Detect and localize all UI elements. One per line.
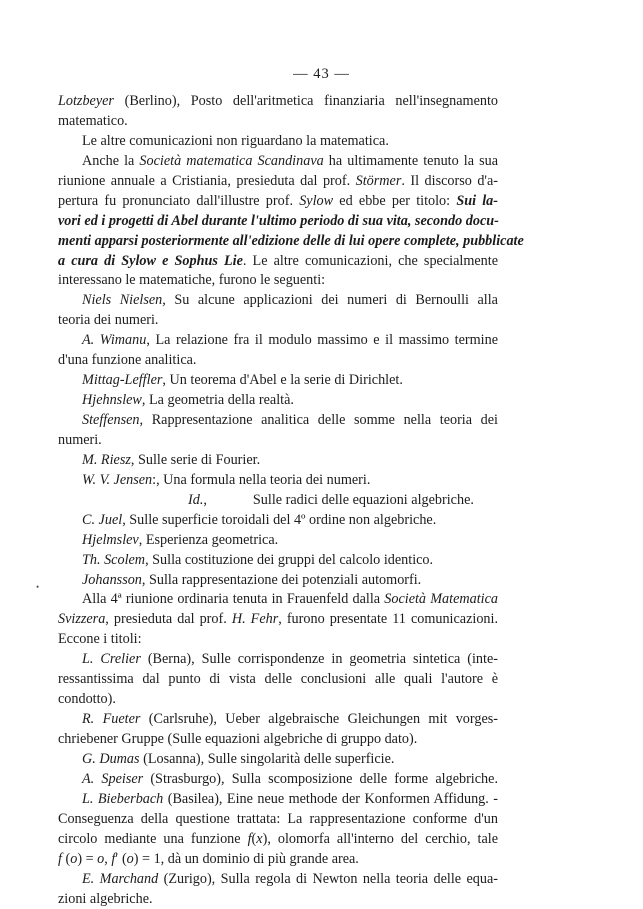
text-line: [58, 890, 498, 909]
italic-text: R. Fueter: [82, 711, 140, 727]
italic-text: C. Juel: [82, 512, 122, 528]
italic-text: Steffensen: [82, 412, 140, 428]
text-span: pertura fu pronunciato dall'illustre prof.: [58, 193, 299, 209]
text-span: matematico.: [58, 113, 128, 129]
text-span: ,: [104, 851, 111, 867]
italic-text: Johansson: [82, 572, 142, 588]
text-span: chriebener Gruppe (Sulle equazioni algebriche di gruppo dato).: [58, 731, 417, 747]
text-span: ) =: [77, 851, 97, 867]
text-span: , furono presentate 11 comunicazioni.: [278, 611, 498, 627]
text-line: [58, 371, 498, 391]
text-span: ed ebbe per titolo:: [333, 193, 456, 209]
text-line: [58, 252, 498, 272]
italic-text: Società Matematica: [384, 591, 498, 607]
italic-text: o: [70, 851, 77, 867]
text-line: [58, 451, 498, 471]
text-line: [58, 830, 498, 850]
text-span: , Un teorema d'Abel e la serie di Dirichlet.: [162, 372, 403, 388]
text-line: [58, 311, 498, 331]
text-span: , Rappresentazione analitica delle somme nella teoria dei: [140, 412, 498, 428]
italic-text: f: [111, 851, 115, 867]
italic-text: f: [248, 831, 252, 847]
body-text: [58, 92, 498, 909]
text-line: [58, 551, 498, 571]
text-span: teoria dei numeri.: [58, 312, 158, 328]
text-line: [58, 690, 498, 710]
italic-text: L. Crelier: [82, 651, 141, 667]
text-line: [58, 192, 498, 212]
text-span: riunione annuale a Cristiania, presieduta dal prof.: [58, 173, 356, 189]
text-span: , Su alcune applicazioni dei numeri di Bernoulli alla: [162, 292, 498, 308]
text-line: [58, 431, 498, 451]
text-line: [58, 491, 498, 511]
italic-text: Hjehnslew: [82, 392, 142, 408]
text-span: , La geometria della realtà.: [142, 392, 294, 408]
text-span: Le altre comunicazioni non riguardano la matematica.: [82, 133, 389, 149]
text-line: [58, 291, 498, 311]
text-span: (Carlsruhe), Ueber algebraische Gleichungen mit vorges-: [140, 711, 498, 727]
text-line: [58, 331, 498, 351]
text-span: Alla 4ª riunione ordinaria tenuta in Frauenfeld dalla: [82, 591, 384, 607]
text-line: [58, 471, 498, 491]
text-span: , La relazione fra il modulo massimo e il massimo termine: [146, 332, 498, 348]
italic-text: Niels Nielsen: [82, 292, 162, 308]
text-span: condotto).: [58, 691, 116, 707]
text-line: [58, 152, 498, 172]
text-line: [58, 870, 498, 890]
text-span: (Berlino), Posto dell'aritmetica finanziaria nell'insegnamento: [114, 93, 498, 109]
text-span: Sulle radici delle equazioni algebriche.: [253, 492, 474, 508]
italic-text: o: [127, 851, 134, 867]
text-span: :, Una formula nella teoria dei numeri.: [152, 472, 370, 488]
text-line: [58, 212, 498, 232]
italic-text: Id.: [188, 492, 203, 508]
italic-text: M. Riesz: [82, 452, 131, 468]
text-line: [58, 92, 498, 112]
text-line: [58, 770, 498, 790]
text-line: [58, 531, 498, 551]
text-span: , Sulla costituzione dei gruppi del calcolo identico.: [145, 552, 433, 568]
italic-text: Hjelmslev: [82, 532, 139, 548]
italic-text: W. V. Jensen: [82, 472, 152, 488]
italic-text: Th. Scolem: [82, 552, 145, 568]
italic-text: f: [58, 851, 62, 867]
text-span: (: [252, 831, 257, 847]
text-line: [58, 411, 498, 431]
text-span: , presieduta dal prof.: [105, 611, 232, 627]
text-span: (Losanna), Sulle singolarità delle superficie.: [140, 751, 395, 767]
text-span: Anche la: [82, 153, 139, 169]
text-line: [58, 730, 498, 750]
emphasized-title: menti apparsi posteriormente all'edizione delle di lui opere complete, pubblicate: [58, 233, 524, 249]
italic-text: Lotzbeyer: [58, 93, 114, 109]
text-span: (Zurigo), Sulla regola di Newton nella teoria delle equa-: [158, 871, 498, 887]
text-span: ) = 1, dà un dominio di più grande area.: [134, 851, 359, 867]
italic-text: o: [97, 851, 104, 867]
text-span: (Berna), Sulle corrispondenze in geometria sintetica (inte-: [141, 651, 498, 667]
text-span: numeri.: [58, 432, 102, 448]
text-span: circolo mediante una funzione: [58, 831, 248, 847]
text-span: . Le altre comunicazioni, che specialmente: [243, 253, 498, 269]
text-span: , Sulle superficie toroidali del 4º ordine non algebriche.: [122, 512, 436, 528]
text-line: [58, 850, 498, 870]
margin-mark: •: [36, 582, 39, 592]
text-span: , Esperienza geometrica.: [139, 532, 278, 548]
text-line: [58, 391, 498, 411]
italic-text: Svizzera: [58, 611, 105, 627]
text-line: [58, 790, 498, 810]
italic-text: Störmer: [356, 173, 402, 189]
italic-text: Sylow: [299, 193, 333, 209]
text-span: Conseguenza della questione trattata: La rappresentazione conforme d'un: [58, 811, 498, 827]
page-number: — 43 —: [0, 66, 643, 83]
italic-text: E. Marchand: [82, 871, 158, 887]
emphasized-title: Sui la-: [456, 193, 498, 209]
text-line: [58, 710, 498, 730]
text-span: , Sulle serie di Fourier.: [131, 452, 260, 468]
text-line: [58, 650, 498, 670]
text-span: ,: [203, 492, 207, 508]
text-line: [58, 810, 498, 830]
text-span: ), olomorfa all'interno del cerchio, tale: [263, 831, 498, 847]
text-line: [58, 571, 498, 591]
text-span: . Il discorso d'a-: [401, 173, 498, 189]
emphasized-title: a cura di Sylow e Sophus Lie: [58, 253, 243, 269]
italic-text: A. Wimanu: [82, 332, 146, 348]
italic-text: H. Fehr: [232, 611, 278, 627]
text-span: ′ (: [115, 851, 126, 867]
text-line: [58, 172, 498, 192]
text-span: (Basilea), Eine neue methode der Konformen Affidung. -: [163, 791, 498, 807]
text-span: d'una funzione analitica.: [58, 352, 196, 368]
text-line: [58, 351, 498, 371]
italic-text: A. Speiser: [82, 771, 143, 787]
text-span: (Strasburgo), Sulla scomposizione delle forme algebriche.: [143, 771, 498, 787]
text-span: ha ultimamente tenuto la sua: [324, 153, 498, 169]
italic-text: x: [256, 831, 262, 847]
text-span: ressantissima dal punto di vista delle conclusioni alle quali l'autore è: [58, 671, 498, 687]
italic-text: Mittag-Leffler: [82, 372, 162, 388]
text-line: [58, 670, 498, 690]
text-line: [58, 511, 498, 531]
text-line: [58, 271, 498, 291]
italic-text: L. Bieberbach: [82, 791, 163, 807]
text-line: [58, 232, 498, 252]
text-span: interessano le matematiche, furono le seguenti:: [58, 272, 325, 288]
text-span: (: [62, 851, 70, 867]
text-line: [58, 132, 498, 152]
text-line: [58, 112, 498, 132]
text-span: zioni algebriche.: [58, 891, 153, 907]
text-span: , Sulla rappresentazione dei potenziali automorfi.: [142, 572, 421, 588]
emphasized-title: vori ed i progetti di Abel durante l'ultimo periodo di sua vita, secondo docu-: [58, 213, 499, 229]
text-line: [58, 630, 498, 650]
text-span: Eccone i titoli:: [58, 631, 142, 647]
italic-text: G. Dumas: [82, 751, 140, 767]
italic-text: Società matematica Scandinava: [139, 153, 323, 169]
text-line: [58, 590, 498, 610]
text-line: [58, 610, 498, 630]
text-line: [58, 750, 498, 770]
